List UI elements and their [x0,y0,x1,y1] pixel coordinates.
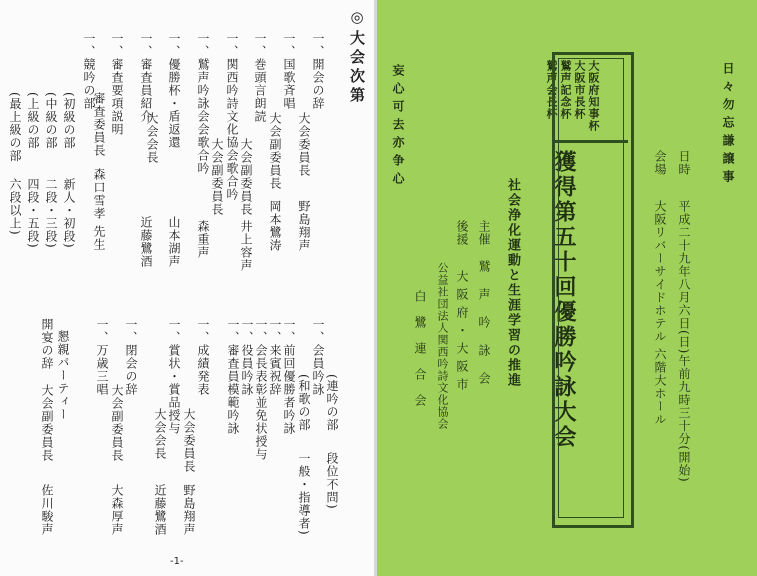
agenda-person: 岡本鷺涛 [268,200,282,252]
agenda-item: 一、前回優勝者吟詠 [282,318,296,435]
agenda-role: 大会委員長 [297,112,311,177]
organizer-label: 主催 [477,220,491,246]
venue-value: 大阪リバーサイドホテル 六階大ホール [653,200,667,426]
date-value: 平成二十九年八月六日(日)午前九時三十分(開始) [677,200,691,483]
agenda-role: 大会会長 [145,112,159,164]
program-heading: ◎大会次第 [348,8,366,106]
agenda-item: 一、競吟の部 [82,32,96,110]
party-person: 佐川駿声 [40,484,54,536]
cup-name: 大阪市長杯 [573,60,586,120]
agenda-item: 一、万歳三唱 [95,318,109,396]
agenda-item: 一、来賓祝辞 [268,318,282,396]
sponsor-name: 公益社団法人関西吟詩文化協会 [436,262,449,430]
title-frame-rule [552,140,628,143]
agenda-person: 野島翔声 [182,484,196,536]
program-left-page [0,0,374,576]
agenda-role: 大会委員長 [182,408,196,473]
agenda-item: 一、賞状・賞品授与 [167,318,181,435]
agenda-role: 大会副委員長 [239,138,253,216]
agenda-person: 一般・指導者) [297,452,311,536]
cup-name: 鷲声会長杯 [545,60,558,120]
agenda-item: 一、関西吟詩文化協会歌合吟 [225,32,239,201]
agenda-person: 近藤鷺酒 [139,216,153,268]
party-item: 開宴の辞 [40,318,54,370]
agenda-person: 段位不問) [325,452,339,510]
agenda-person: 野島翔声 [297,200,311,252]
agenda-item: 一、閉会の辞 [124,318,138,396]
division-name: (初級の部 [62,92,76,150]
agenda-person: 大森厚声 [110,484,124,536]
division-grade: 六段以上) [8,178,22,236]
agenda-person: 森口雪孝 先生 [92,168,106,251]
agenda-role: 大会副委員長 [210,138,224,216]
sponsor-name: 白鷺連合会 [413,290,427,420]
agenda-item: 一、審査員紹介 [139,32,153,123]
cup-name: 大阪府知事杯 [587,60,600,132]
agenda-item: 一、成績発表 [196,318,210,396]
division-name: (上級の部 [26,92,40,150]
sponsor-name: 大阪府・大阪市 [455,270,469,396]
agenda-role: 大会会長 [153,408,167,460]
agenda-item: 一、開会の辞 [311,32,325,110]
agenda-item: 一、優勝杯・盾返還 [167,32,181,149]
agenda-person: 山本湖声 [167,216,181,268]
agenda-role: 審査委員長 [92,92,106,157]
division-name: (最上級の部 [8,92,22,163]
party-title: 懇親パーティー [56,330,70,421]
agenda-item: 一、役員吟詠 [240,318,254,396]
agenda-role: 大会副委員長 [110,384,124,462]
agenda-item: 一、巻頭言朗読 [253,32,267,123]
agenda-item: 一、鷲声吟詠会会歌合吟 [196,32,210,175]
agenda-item: 一、会長表彰並免状授与 [254,318,268,461]
motto-text-2: 妄心可去亦争心 [391,64,405,190]
date-label: 日時 [677,150,691,176]
agenda-role: 大会副委員長 [268,112,282,190]
slogan-text: 社会浄化運動と生涯学習の推進 [505,178,520,388]
title-frame-inner [558,58,624,518]
agenda-item: 一、国歌斉唱 [282,32,296,110]
venue-label: 会場 [653,150,667,176]
organizer-name: 鷲声吟詠会 [477,260,491,400]
event-title: 獲得第五十回優勝吟詠大会 [551,150,577,450]
agenda-person: 近藤鷺酒 [153,484,167,536]
agenda-role: (和歌の部 [297,374,311,432]
agenda-item: 一、会員吟詠 [311,318,325,396]
page-number: -1- [170,556,184,567]
division-grade: 四段・五段) [26,178,40,249]
division-grade: 二段・三段) [44,178,58,249]
agenda-item: 一、審査要項説明 [110,32,124,136]
agenda-item: 一、審査員模範吟詠 [226,318,240,435]
party-role: 大会副委員長 [40,384,54,462]
division-name: (中級の部 [44,92,58,150]
division-grade: 新人・初段) [62,178,76,249]
agenda-role: (連吟の部 [325,374,339,432]
cup-name: 鷲声記念杯 [559,60,572,120]
agenda-person: 井上容声 [239,220,253,272]
motto-text: 日々勿忘謙譲事 [721,62,735,188]
agenda-person: 森重声 [196,220,210,259]
sponsor-label: 後援 [455,220,469,246]
